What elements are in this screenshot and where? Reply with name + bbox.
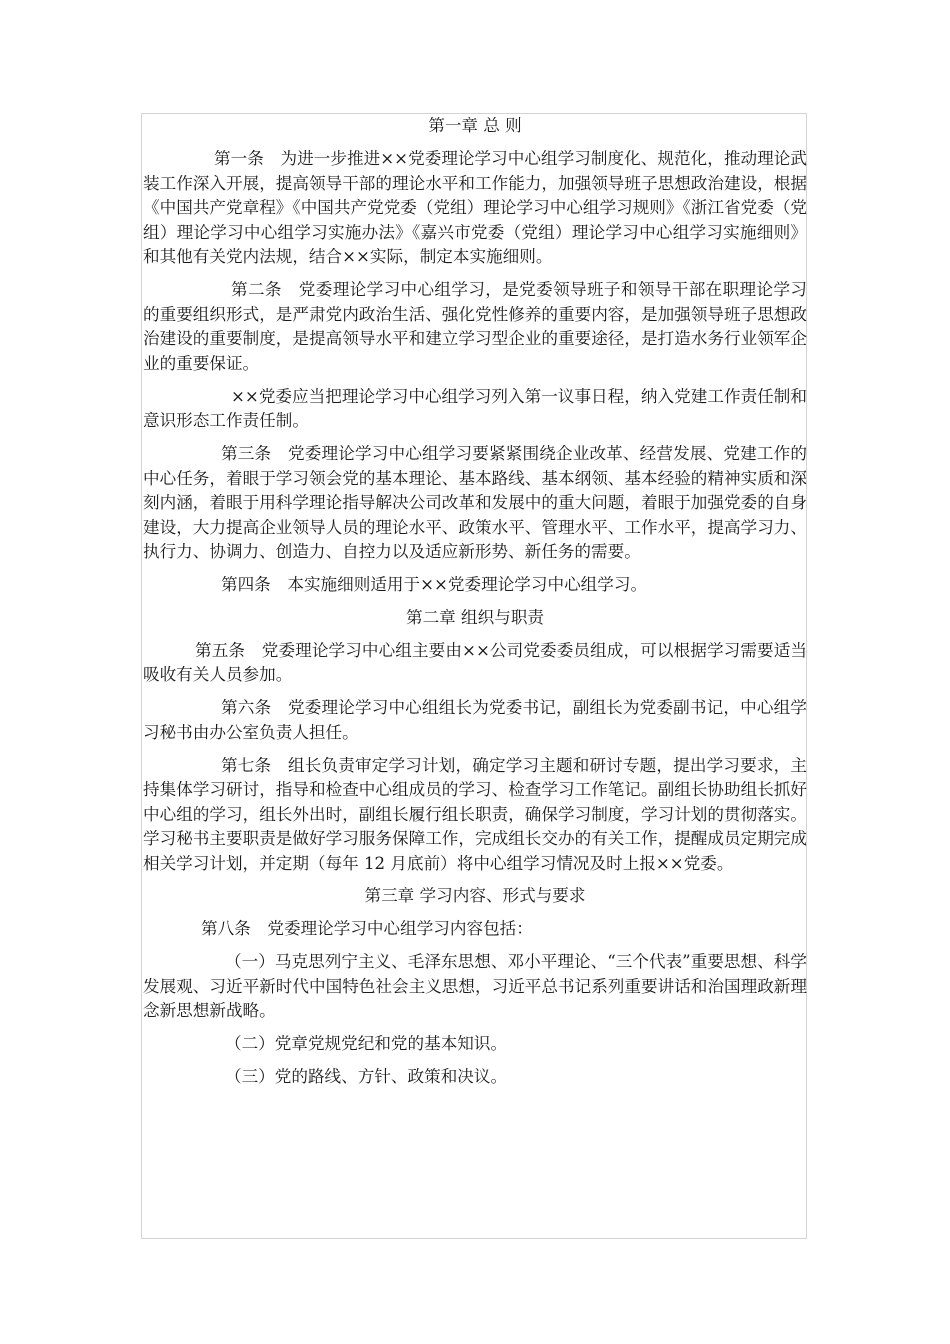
chapter-3-title: 第三章 学习内容、形式与要求 [364, 886, 586, 905]
list-item-2: （二）党章党规党纪和党的基本知识。 [225, 1034, 508, 1053]
chapter-2-title: 第二章 组织与职责 [405, 607, 545, 627]
list-item-3: （三）党的路线、方针、政策和决议。 [225, 1067, 508, 1086]
article-4: 第四条 本实施细则适用于××党委理论学习中心组学习。 [221, 575, 648, 594]
article-5: 第五条 党委理论学习中心组主要由××公司党委委员组成，可以根据学习需要适当吸收有关人员参加。 [143, 640, 807, 684]
article-7: 第七条 组长负责审定学习计划，确定学习主题和研讨专题，提出学习要求，主持集体学习研讨，指导和检查中心组成员的学习、检查学习工作笔记。副组长协助组长抓好中心组的学习，组长外出时，副组长履行组长职责，确保学习制度，学习计划的贯彻落实。学习秘书主要职责是做好学习服务保障工作，完成组长交办的有关工作，提醒成员定期完成相关学习计划，并定期（每年 12 月底前）将中心组学习情况及时上报××党委。 [143, 755, 807, 873]
list-item-1: （一）马克思列宁主义、毛泽东思想、邓小平理论、“三个代表”重要思想、科学发展观、习近平新时代中国特色社会主义思想，习近平总书记系列重要讲话和治国理政新理念新思想新战略。 [143, 952, 807, 1020]
article-2: 第二条 党委理论学习中心组学习，是党委领导班子和领导干部在职理论学习的重要组织形式，是严肃党内政治生活、强化党性修养的重要内容，是加强领导班子思想政治建设的重要制度，是提高领导水平和建立学习型企业的重要途径，是打造水务行业领军企业的重要保证。 [143, 280, 807, 373]
article-1: 第一条 为进一步推进××党委理论学习中心组学习制度化、规范化，推动理论武装工作深入开展，提高领导干部的理论水平和工作能力，加强领导班子思想政治建设，根据《中国共产党章程》《中国共产党党委（党组）理论学习中心组学习规则》《浙江省党委（党组）理论学习中心组学习实施办法》《嘉兴市党委（党组）理论学习中心组学习实施细则》和其他有关党内法规，结合××实际，制定本实施细则。 [143, 149, 807, 266]
chapter-1-title: 第一章 总 则 [428, 116, 522, 135]
article-2-supplement: ××党委应当把理论学习中心组学习列入第一议事日程，纳入党建工作责任制和意识形态工作责任制。 [143, 386, 807, 430]
article-8: 第八条 党委理论学习中心组学习内容包括： [201, 919, 533, 938]
article-6: 第六条 党委理论学习中心组组长为党委书记，副组长为党委副书记，中心组学习秘书由办公室负责人担任。 [143, 698, 807, 742]
document-body [143, 114, 807, 1090]
article-3: 第三条 党委理论学习中心组学习要紧紧围绕企业改革、经营发展、党建工作的中心任务，着眼于学习领会党的基本理论、基本路线、基本纲领、基本经验的精神实质和深刻内涵，着眼于用科学理论指导解决公司改革和发展中的重大问题，着眼于加强党委的自身建设，大力提高企业领导人员的理论水平、政策水平、管理水平、工作水平，提高学习力、执行力、协调力、创造力、自控力以及适应新形势、新任务的需要。 [143, 444, 807, 561]
